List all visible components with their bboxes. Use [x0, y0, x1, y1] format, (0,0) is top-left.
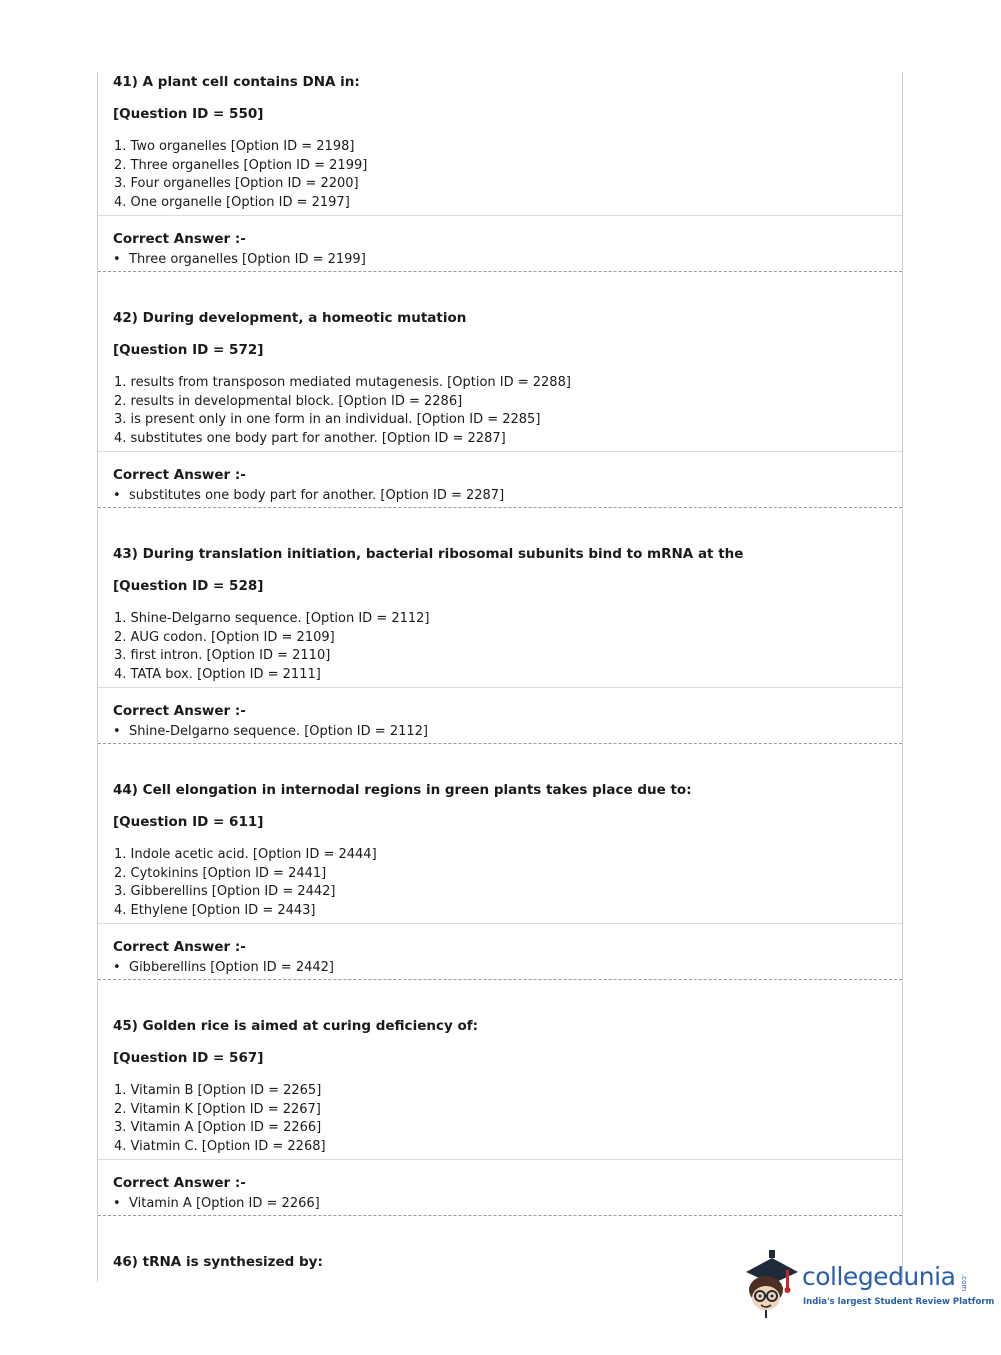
correct-answer-text: Three organelles [Option ID = 2199] [129, 252, 366, 267]
option-item: 1. Indole acetic acid. [Option ID = 2444] [114, 847, 377, 862]
option-item: 2. Vitamin K [Option ID = 2267] [114, 1101, 321, 1117]
option-item: 3. is present only in one form in an individual. [Option ID = 2285] [114, 412, 541, 427]
option-item: 1. Vitamin B [Option ID = 2265] [114, 1083, 322, 1098]
divider [98, 687, 902, 688]
option-item: 2. Three organelles [Option ID = 2199] [114, 157, 368, 173]
correct-answer-text: Vitamin A [Option ID = 2266] [129, 1196, 320, 1211]
question-heading: 43) During translation initiation, bacterial ribosomal subunits bind to mRNA at the [113, 546, 744, 562]
option-item: 2. AUG codon. [Option ID = 2109] [114, 629, 335, 645]
dashed-divider [98, 743, 902, 744]
correct-answer-label: Correct Answer :- [113, 703, 246, 719]
options-list [114, 610, 430, 684]
option-item: 4. One organelle [Option ID = 2197] [114, 194, 350, 210]
bullet-icon: • [113, 960, 121, 975]
options-list [114, 374, 571, 448]
question-heading-46: 46) tRNA is synthesized by: [113, 1254, 323, 1270]
dashed-divider [98, 271, 902, 272]
options-list [114, 1082, 326, 1156]
correct-answer [113, 252, 366, 267]
bullet-icon: • [113, 488, 121, 503]
divider [98, 923, 902, 924]
option-item: 1. Two organelles [Option ID = 2198] [114, 139, 355, 154]
option-item: 2. results in developmental block. [Option ID = 2286] [114, 393, 463, 409]
question-id: [Question ID = 572] [113, 342, 264, 358]
collegedunia-logo [742, 1250, 995, 1320]
brand-name: collegedunia [802, 1262, 956, 1291]
question-heading: 44) Cell elongation in internodal regions in green plants takes place due to: [113, 782, 692, 798]
brand-suffix: .com [960, 1274, 968, 1292]
brand-tagline: India's largest Student Review Platform [803, 1297, 995, 1307]
question-heading: 41) A plant cell contains DNA in: [113, 74, 360, 90]
option-item: 4. Viatmin C. [Option ID = 2268] [114, 1138, 326, 1154]
option-item: 4. substitutes one body part for another. [Option ID = 2287] [114, 430, 506, 446]
bullet-icon: • [113, 1196, 121, 1211]
correct-answer-label: Correct Answer :- [113, 1175, 246, 1191]
option-item: 4. Ethylene [Option ID = 2443] [114, 902, 316, 918]
question-id: [Question ID = 528] [113, 578, 264, 594]
correct-answer-label: Correct Answer :- [113, 467, 246, 483]
question-heading: 42) During development, a homeotic mutation [113, 310, 467, 326]
question-id: [Question ID = 611] [113, 814, 264, 830]
divider [98, 1159, 902, 1160]
question-id: [Question ID = 550] [113, 106, 264, 122]
question-id: [Question ID = 567] [113, 1050, 264, 1066]
correct-answer-text: substitutes one body part for another. [Option ID = 2287] [129, 488, 505, 503]
option-item: 3. first intron. [Option ID = 2110] [114, 648, 331, 663]
option-item: 3. Vitamin A [Option ID = 2266] [114, 1120, 322, 1135]
correct-answer [113, 960, 334, 975]
bullet-icon: • [113, 252, 121, 267]
correct-answer-text: Shine-Delgarno sequence. [Option ID = 2112] [129, 724, 428, 739]
option-item: 1. Shine-Delgarno sequence. [Option ID = 2112] [114, 611, 430, 626]
bullet-icon: • [113, 724, 121, 739]
correct-answer-label: Correct Answer :- [113, 231, 246, 247]
option-item: 3. Gibberellins [Option ID = 2442] [114, 884, 336, 899]
option-item: 4. TATA box. [Option ID = 2111] [114, 666, 321, 682]
correct-answer-label: Correct Answer :- [113, 939, 246, 955]
dashed-divider [98, 979, 902, 980]
question-heading: 45) Golden rice is aimed at curing deficiency of: [113, 1018, 479, 1034]
option-item: 1. results from transposon mediated mutagenesis. [Option ID = 2288] [114, 375, 571, 390]
option-item: 2. Cytokinins [Option ID = 2441] [114, 865, 327, 881]
correct-answer [113, 724, 428, 739]
dashed-divider [98, 1215, 902, 1216]
divider [98, 451, 902, 452]
options-list [114, 846, 377, 920]
correct-answer-text: Gibberellins [Option ID = 2442] [129, 960, 334, 975]
option-item: 3. Four organelles [Option ID = 2200] [114, 176, 359, 191]
correct-answer [113, 1196, 320, 1211]
question-sheet [97, 72, 903, 1282]
options-list [114, 138, 367, 212]
divider [98, 215, 902, 216]
dashed-divider [98, 507, 902, 508]
graduate-mascot-icon [742, 1250, 802, 1320]
correct-answer [113, 488, 504, 503]
